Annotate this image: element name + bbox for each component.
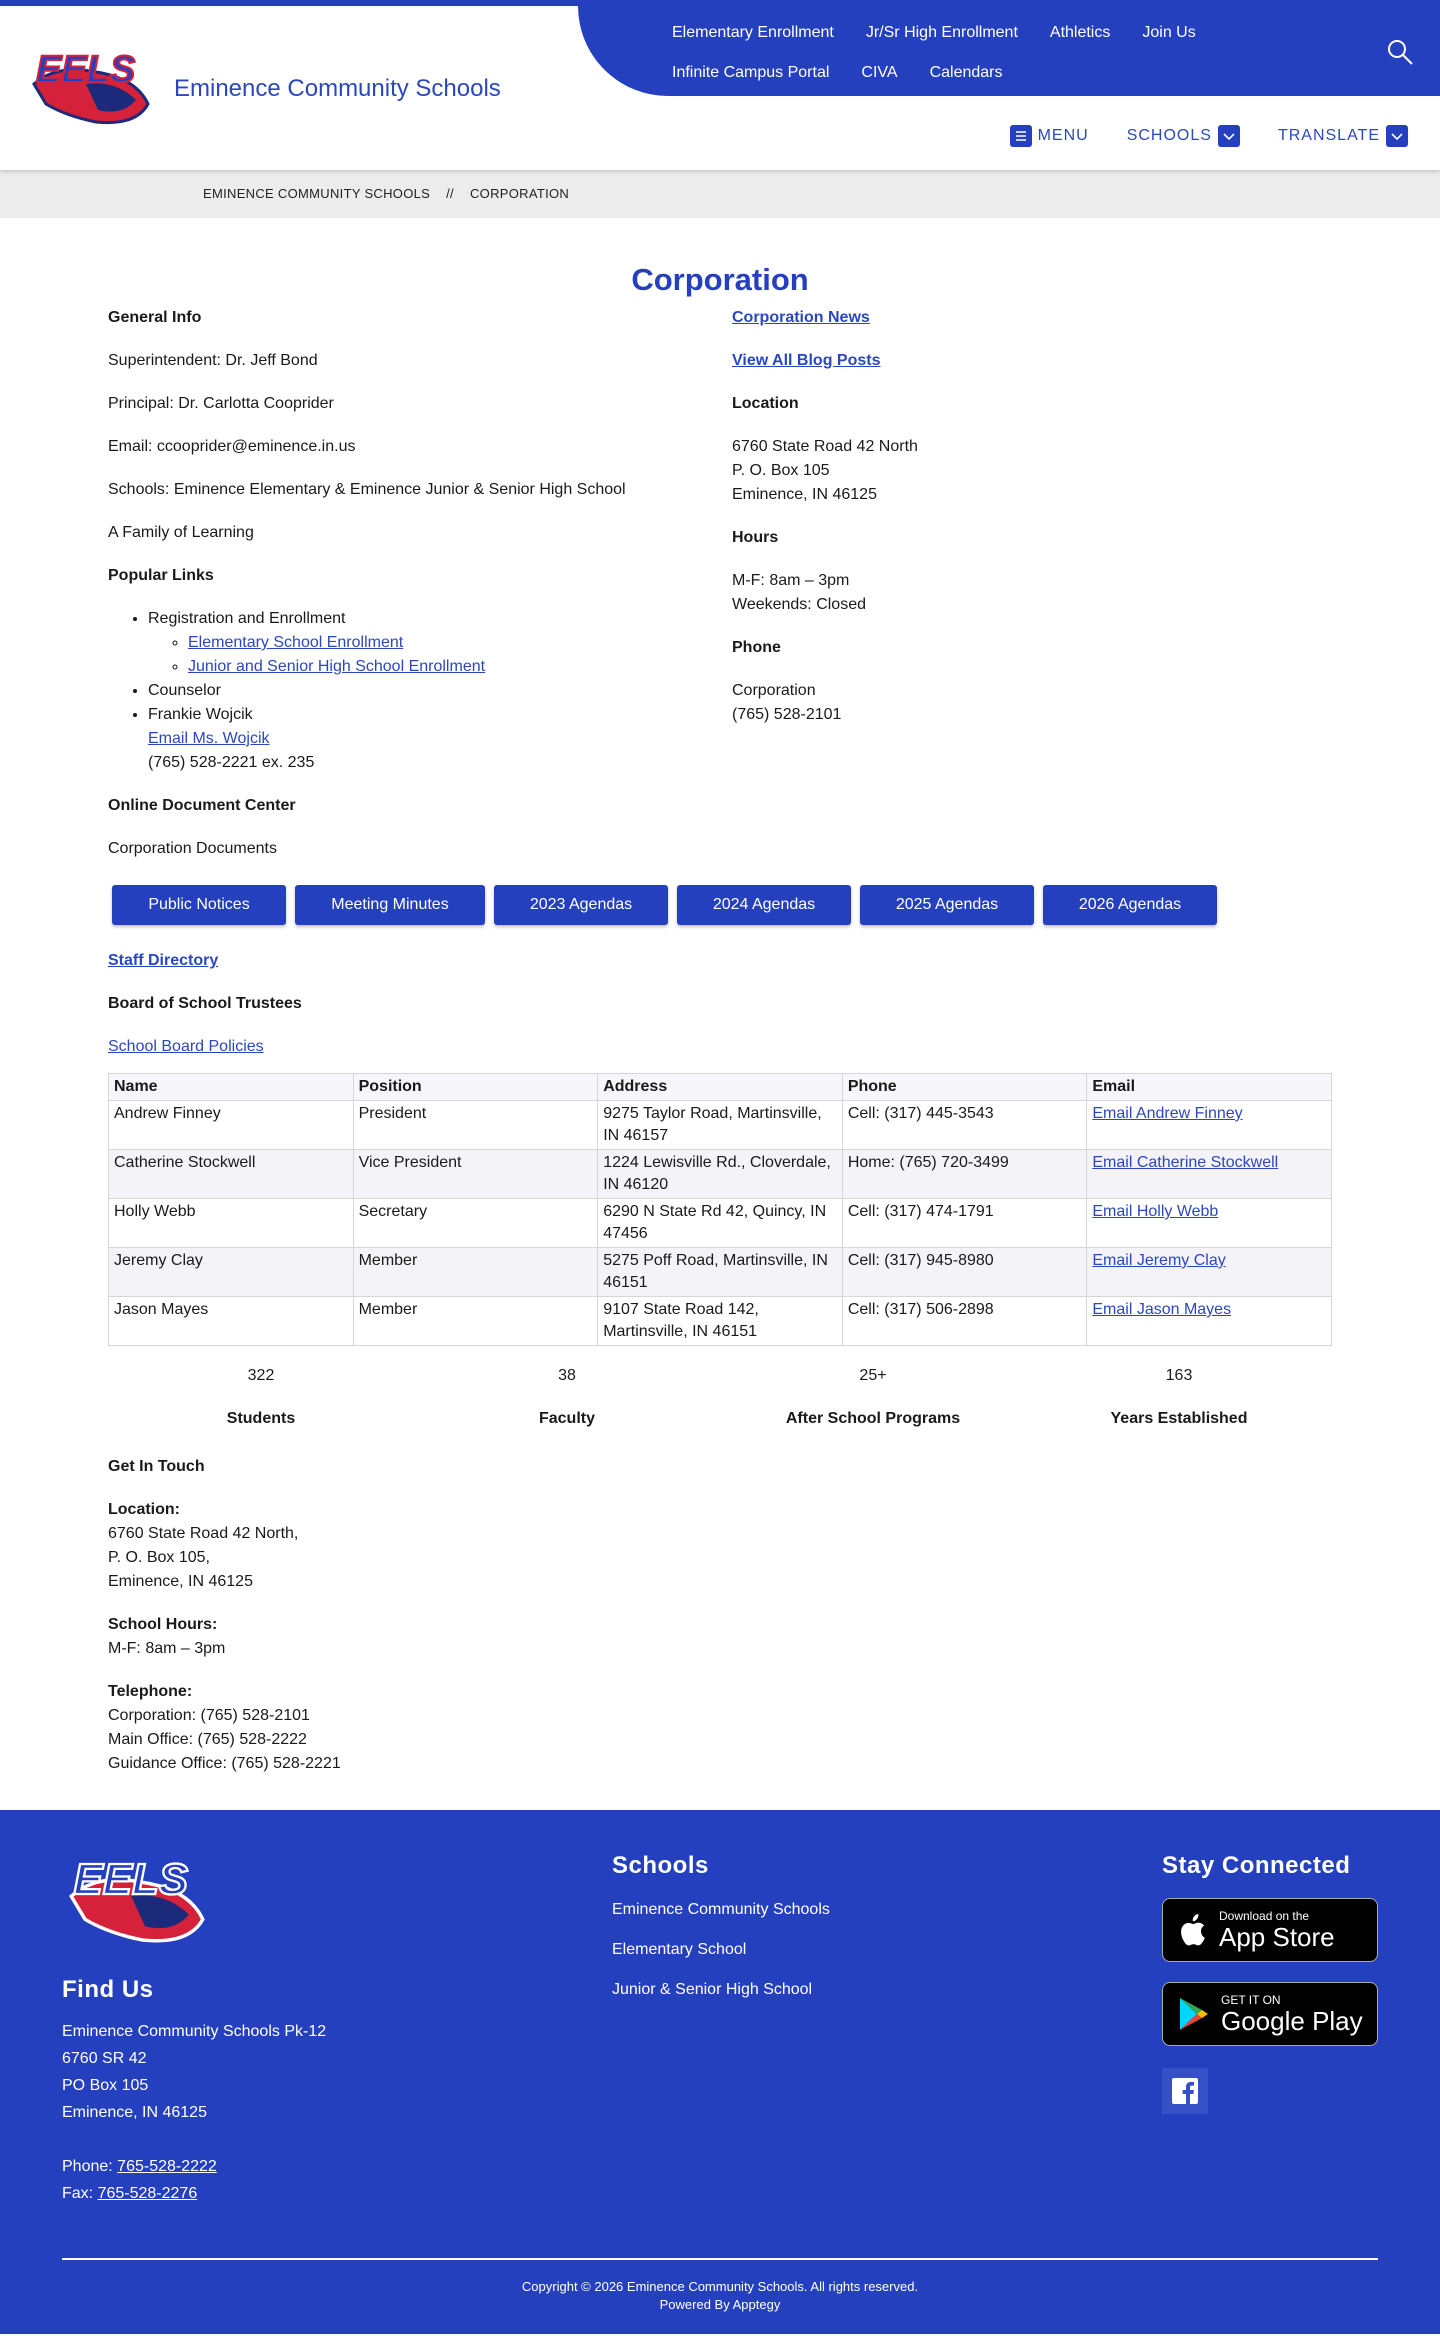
top-nav-athletics[interactable]: Athletics <box>1049 24 1111 41</box>
right-column <box>732 306 1332 861</box>
top-nav-item[interactable] <box>930 58 1003 98</box>
agendas-2025-button[interactable]: 2025 Agendas <box>860 885 1034 925</box>
table-cell: Vice President <box>353 1150 598 1199</box>
trustee-email-link[interactable]: Email Holly Webb <box>1092 1203 1219 1220</box>
trustee-email-link[interactable]: Email Jason Mayes <box>1092 1301 1232 1318</box>
chevron-down-icon <box>1218 125 1240 147</box>
general-info-heading: General Info <box>108 309 202 326</box>
stat-students <box>108 1364 414 1431</box>
table-cell: 1224 Lewisville Rd., Cloverdale, IN 46120 <box>598 1150 843 1199</box>
footer-phone-link[interactable]: 765-528-2222 <box>117 2158 217 2175</box>
contact-line: M-F: 8am – 3pm <box>108 1640 226 1657</box>
phone-line: Corporation <box>732 682 816 699</box>
phone-text <box>732 679 1332 727</box>
phone-heading: Phone <box>732 639 781 656</box>
superintendent-text: Superintendent: Dr. Jeff Bond <box>108 352 318 369</box>
table-cell: President <box>353 1101 598 1150</box>
table-row <box>109 1101 1332 1150</box>
contact-hours <box>108 1613 1332 1661</box>
location-address <box>732 435 1332 507</box>
footer-address-line: Eminence, IN 46125 <box>62 2104 207 2121</box>
jrsr-enrollment-link[interactable]: Junior and Senior High School Enrollment <box>188 658 486 675</box>
table-row <box>109 1199 1332 1248</box>
footer-school-link[interactable]: Junior & Senior High School <box>612 1981 813 1998</box>
footer-phone <box>62 2153 326 2180</box>
translate-label: TRANSLATE <box>1277 127 1380 144</box>
table-cell: 9275 Taylor Road, Martinsville, IN 46157 <box>598 1101 843 1150</box>
svg-text:EELS: EELS <box>73 1854 189 1904</box>
contact-location <box>108 1498 1332 1594</box>
table-cell: 6290 N State Rd 42, Quincy, IN 47456 <box>598 1199 843 1248</box>
contact-line: Main Office: (765) 528-2222 <box>108 1731 307 1748</box>
table-cell: Cell: (317) 474-1791 <box>842 1199 1087 1248</box>
left-column <box>108 306 732 861</box>
breadcrumb <box>0 170 1440 218</box>
site-footer <box>0 1810 1440 2334</box>
top-nav-item[interactable] <box>1142 18 1195 58</box>
footer-fax-label: Fax: <box>62 2185 94 2202</box>
contact-line: 6760 State Road 42 North, <box>108 1525 299 1542</box>
agendas-2023-button[interactable]: 2023 Agendas <box>494 885 668 925</box>
site-header <box>0 0 1440 170</box>
schools-dropdown[interactable] <box>1127 124 1240 148</box>
board-table <box>108 1073 1332 1346</box>
table-cell: Cell: (317) 445-3543 <box>842 1101 1087 1150</box>
counselor-name: Frankie Wojcik <box>148 706 253 723</box>
trustee-email-link[interactable]: Email Catherine Stockwell <box>1092 1154 1279 1171</box>
list-item <box>148 679 732 703</box>
stat-number: 25+ <box>859 1367 887 1384</box>
column-header: Name <box>109 1074 354 1101</box>
table-cell: Holly Webb <box>109 1199 354 1248</box>
content-columns <box>108 306 1332 861</box>
meeting-minutes-button[interactable]: Meeting Minutes <box>295 885 485 925</box>
site-name[interactable]: Eminence Community Schools <box>174 75 501 102</box>
top-nav-item[interactable] <box>672 18 834 58</box>
footer-school-link[interactable]: Elementary School <box>612 1941 747 1958</box>
address-line: Eminence, IN 46125 <box>732 486 877 503</box>
breadcrumb-current: CORPORATION <box>469 186 570 201</box>
stat-number: 322 <box>247 1367 275 1384</box>
schools-heading: Schools <box>612 1852 709 1879</box>
footer-fax <box>62 2180 326 2207</box>
schools-label: SCHOOLS <box>1126 127 1212 144</box>
footer-schools <box>612 1854 830 2002</box>
google-play-button[interactable] <box>1162 1982 1378 2046</box>
footer-phone-label: Phone: <box>62 2158 113 2175</box>
hours-text <box>732 569 1332 617</box>
contact-line: Guidance Office: (765) 528-2221 <box>108 1755 341 1772</box>
facebook-link[interactable] <box>1162 2068 1208 2114</box>
footer-fax-link[interactable]: 765-528-2276 <box>97 2185 198 2202</box>
contact-hours-label: School Hours: <box>108 1616 218 1633</box>
app-store-button[interactable] <box>1162 1898 1378 1962</box>
list-item <box>148 703 732 775</box>
contact-location-label: Location: <box>108 1501 180 1518</box>
stay-connected-heading: Stay Connected <box>1162 1852 1351 1879</box>
phone-line: (765) 528-2101 <box>732 706 842 723</box>
table-cell: 9107 State Road 142, Martinsville, IN 46151 <box>598 1297 843 1346</box>
app-store-big: App Store <box>1219 1922 1335 1952</box>
table-cell <box>1087 1101 1332 1150</box>
list-item <box>188 655 732 679</box>
top-nav-civa[interactable]: CIVA <box>861 64 898 81</box>
table-cell: Secretary <box>353 1199 598 1248</box>
blog-posts-link[interactable]: View All Blog Posts <box>732 352 881 369</box>
top-nav-item[interactable] <box>1050 18 1110 58</box>
find-us-heading: Find Us <box>62 1976 154 2003</box>
footer-school-link[interactable]: Eminence Community Schools <box>612 1901 830 1918</box>
staff-directory-link[interactable]: Staff Directory <box>108 952 219 969</box>
address-line: 6760 State Road 42 North <box>732 438 918 455</box>
google-play-big: Google Play <box>1221 2006 1363 2036</box>
footer-stay-connected <box>1162 1854 1378 2114</box>
column-header: Position <box>353 1074 598 1101</box>
google-play-icon <box>1177 1996 1211 2032</box>
stat-label: Students <box>226 1410 296 1427</box>
table-cell <box>1087 1150 1332 1199</box>
corporation-documents-label: Corporation Documents <box>108 840 277 857</box>
counselor-phone: (765) 528-2221 ex. 235 <box>148 754 315 771</box>
menu-label: MENU <box>1037 127 1089 144</box>
document-center-heading: Online Document Center <box>108 797 296 814</box>
principal-text: Principal: Dr. Carlotta Cooprider <box>108 395 334 412</box>
table-cell <box>1087 1297 1332 1346</box>
table-cell: Jason Mayes <box>109 1297 354 1346</box>
hours-line: Weekends: Closed <box>732 596 866 613</box>
hours-heading: Hours <box>732 529 779 546</box>
board-policies-link[interactable]: School Board Policies <box>108 1038 264 1055</box>
contact-line: Corporation: (765) 528-2101 <box>108 1707 310 1724</box>
corporation-news-link[interactable]: Corporation News <box>732 309 870 326</box>
translate-dropdown[interactable] <box>1278 124 1408 148</box>
page-title: Corporation <box>631 262 809 297</box>
top-nav-item[interactable] <box>672 58 829 98</box>
hamburger-icon <box>1010 125 1032 147</box>
contact-telephone <box>108 1680 1332 1776</box>
footer-address-line: Eminence Community Schools Pk-12 <box>62 2023 327 2040</box>
table-cell: Andrew Finney <box>109 1101 354 1150</box>
top-nav-item[interactable] <box>861 58 897 98</box>
table-cell: Catherine Stockwell <box>109 1150 354 1199</box>
stats-row <box>108 1364 1332 1431</box>
motto-text: A Family of Learning <box>108 524 254 541</box>
registration-label: Registration and Enrollment <box>148 610 346 627</box>
column-header: Email <box>1087 1074 1332 1101</box>
copyright-text: Copyright © 2026 Eminence Community Schools. All rights reserved. <box>521 2279 919 2294</box>
top-nav-elementary-enrollment[interactable]: Elementary Enrollment <box>672 24 834 41</box>
table-cell: Cell: (317) 506-2898 <box>842 1297 1087 1346</box>
hours-line: M-F: 8am – 3pm <box>732 572 850 589</box>
eels-logo-icon <box>26 44 156 134</box>
contact-line: Eminence, IN 46125 <box>108 1573 253 1590</box>
stat-years <box>1026 1364 1332 1431</box>
stat-faculty <box>414 1364 720 1431</box>
table-cell <box>1087 1199 1332 1248</box>
address-line: P. O. Box 105 <box>732 462 830 479</box>
apple-icon <box>1177 1913 1207 1947</box>
table-row <box>109 1248 1332 1297</box>
top-nav-item[interactable] <box>866 18 1018 58</box>
trustee-email-link[interactable]: Email Andrew Finney <box>1092 1105 1243 1122</box>
schools-text: Schools: Eminence Elementary & Eminence Junior & Senior High School <box>108 481 626 498</box>
get-in-touch-heading: Get In Touch <box>108 1458 205 1475</box>
top-nav-calendars[interactable]: Calendars <box>929 64 1003 81</box>
top-nav-join-us[interactable]: Join Us <box>1142 24 1196 41</box>
table-cell: Member <box>353 1248 598 1297</box>
svg-text:EELS: EELS <box>36 49 136 91</box>
public-notices-button[interactable]: Public Notices <box>112 885 286 925</box>
board-heading: Board of School Trustees <box>108 995 302 1012</box>
footer-address <box>62 2018 326 2207</box>
top-nav <box>672 18 1312 98</box>
powered-by-link[interactable]: Powered By Apptegy <box>659 2297 781 2312</box>
table-cell: Cell: (317) 945-8980 <box>842 1248 1087 1297</box>
elementary-enrollment-link[interactable]: Elementary School Enrollment <box>188 634 404 651</box>
breadcrumb-separator: // <box>446 186 454 201</box>
trustee-email-link[interactable]: Email Jeremy Clay <box>1092 1252 1226 1269</box>
stat-label: After School Programs <box>785 1410 961 1427</box>
menu-button[interactable] <box>1010 124 1089 148</box>
site-logo-link[interactable] <box>26 44 501 134</box>
agendas-2026-button[interactable]: 2026 Agendas <box>1043 885 1217 925</box>
facebook-icon <box>1171 2077 1199 2105</box>
column-header: Phone <box>842 1074 1087 1101</box>
table-header-row <box>109 1074 1332 1101</box>
footer-address-line: 6760 SR 42 <box>62 2050 147 2067</box>
footer-find-us <box>62 1850 326 2207</box>
location-heading: Location <box>732 395 799 412</box>
table-cell: 5275 Poff Road, Martinsville, IN 46151 <box>598 1248 843 1297</box>
stat-number: 163 <box>1165 1367 1193 1384</box>
table-row <box>109 1297 1332 1346</box>
top-nav-infinite-campus[interactable]: Infinite Campus Portal <box>672 64 830 81</box>
table-row <box>109 1150 1332 1199</box>
list-item <box>188 631 732 655</box>
google-play-small: GET IT ON <box>1221 1993 1281 2007</box>
main-content <box>0 260 1440 1776</box>
table-cell <box>1087 1248 1332 1297</box>
footer-address-line: PO Box 105 <box>62 2077 149 2094</box>
search-icon[interactable] <box>1386 38 1414 66</box>
stat-number: 38 <box>558 1367 576 1384</box>
footer-copyright <box>0 2278 1440 2314</box>
stat-after-school <box>720 1364 1026 1431</box>
chevron-down-icon <box>1386 125 1408 147</box>
popular-links-list <box>148 607 732 775</box>
stat-label: Years Established <box>1110 1410 1248 1427</box>
table-cell: Home: (765) 720-3499 <box>842 1150 1087 1199</box>
footer-divider <box>62 2258 1378 2260</box>
email-text: Email: ccooprider@eminence.in.us <box>108 438 356 455</box>
stat-label: Faculty <box>538 1410 595 1427</box>
list-item <box>148 607 732 679</box>
counselor-email-link[interactable]: Email Ms. Wojcik <box>148 730 270 747</box>
sub-nav <box>972 124 1408 148</box>
eels-logo-icon <box>62 1850 212 1954</box>
column-header: Address <box>598 1074 843 1101</box>
document-buttons <box>112 885 1332 925</box>
counselor-label: Counselor <box>148 682 221 699</box>
contact-telephone-label: Telephone: <box>108 1683 193 1700</box>
table-cell: Member <box>353 1297 598 1346</box>
popular-links-heading: Popular Links <box>108 567 214 584</box>
get-in-touch-section <box>108 1455 1332 1776</box>
agendas-2024-button[interactable]: 2024 Agendas <box>677 885 851 925</box>
breadcrumb-home[interactable]: EMINENCE COMMUNITY SCHOOLS <box>203 186 431 201</box>
table-cell: Jeremy Clay <box>109 1248 354 1297</box>
contact-line: P. O. Box 105, <box>108 1549 210 1566</box>
app-store-small: Download on the <box>1219 1909 1310 1923</box>
top-nav-jrsr-enrollment[interactable]: Jr/Sr High Enrollment <box>865 24 1018 41</box>
